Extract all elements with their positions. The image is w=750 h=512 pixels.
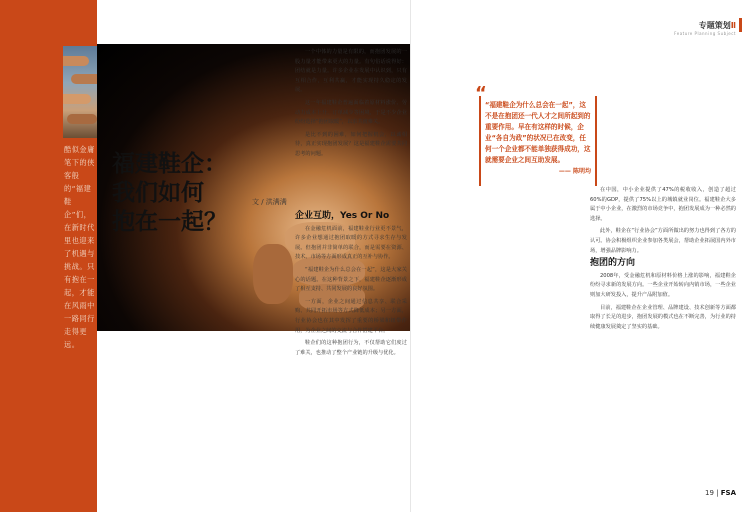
text-column-2 bbox=[295, 212, 407, 361]
paragraph: 鞋企们的这种抱团行为，不仅帮助它们度过了难关，也推动了整个产业链的升级与优化。 bbox=[295, 340, 407, 356]
section-accent: Ⅱ bbox=[730, 21, 736, 30]
paragraph: 此外，鞋企在“行业协会”方面所做出的努力也得到了各方的认可。协会积极组织企业参加各类展会，帮助企业拓展国内外市场，增强品牌影响力。 bbox=[590, 228, 736, 254]
paragraph: 是比不到的困难，如何把握机会，以诚相待，真正实现抱团发展？这是福建鞋企需要共同思考的问题。 bbox=[295, 131, 407, 157]
section-heading: 企业互助，Yes Or No bbox=[295, 211, 390, 221]
arm-shape bbox=[63, 94, 91, 104]
section-header bbox=[699, 20, 736, 31]
paragraph: 这一年福建鞋企普遍面临着原材料涨价、劳动力成本上升、订单减少等困境，于是不少企业纷纷选择“抱团取暖”，以求共渡难关。 bbox=[295, 99, 407, 126]
text-column-1 bbox=[295, 48, 407, 163]
pull-quote bbox=[475, 83, 597, 186]
hands-photo bbox=[63, 46, 97, 138]
article-headline bbox=[112, 150, 272, 237]
paragraph: 一个中体的力量是有限的，而抱团发展的一股力量才能带来更大的力量。有句俗话说得好：团结就是力量。许多企业在发展中认识到，只有互相合作，互利共赢，才能实现持久稳定的发展。 bbox=[295, 49, 407, 94]
section-heading: 抱团的方向 bbox=[590, 258, 636, 269]
thumb-shape bbox=[253, 244, 293, 304]
magazine-brand: FSA bbox=[720, 489, 736, 497]
page-number: 19 bbox=[705, 489, 714, 497]
paragraph: 一方面，企业之间通过信息共享、联合采购、共同开拓市场等方式降低成本；另一方面，行业协会也在其中发挥了重要的桥梁和纽带作用，为企业之间的交流与合作搭建平台。 bbox=[295, 298, 407, 334]
arm-shape bbox=[71, 74, 97, 84]
sidebar-intro-text: 酷似金庸笔下的侠客般的“福建鞋企”们，在新时代里也迎来了机遇与挑战。只有抱在一起，才能在风雨中一路同行走得更远。 bbox=[64, 145, 95, 349]
arm-shape bbox=[67, 114, 97, 124]
page-folio: 19 | FSA bbox=[705, 489, 736, 497]
section-subtitle: Feature Planning Subject bbox=[674, 31, 736, 36]
headline-line: 福建鞋企： bbox=[112, 151, 227, 177]
quote-mark-icon: “ bbox=[475, 83, 487, 104]
pull-quote-text: “福建鞋企为什么总会在一起”，这不是在抱团还一代人才之间所起到的重要作用。早在有这样的时候，企业“各自为政”的状况已在改变，任何一个企业都不能单独获得成功，这就需要企业之间互助发展。 bbox=[485, 101, 591, 164]
paragraph: 2008年，受金融危机和原材料价格上涨的影响，福建鞋企纷纷寻求新的发展方向。一些企业开始转向内销市场，一些企业则加大研发投入，提升产品附加值。 bbox=[590, 272, 736, 298]
paragraph: 目前，福建鞋企在企业管理、品牌建设、技术创新等方面都取得了长足的进步，抱团发展的模式也在不断完善，为行业的持续健康发展奠定了坚实的基础。 bbox=[590, 304, 736, 330]
page-spine bbox=[410, 0, 411, 512]
paragraph: 在金融危机面前，福建鞋业行业更不景气，许多企业想通过抱团取暖的方式寻求生存与发展。但抱团并非简单的联合，而是需要在资源、技术、市场等方面形成真正的互补与协作。 bbox=[295, 225, 407, 261]
paragraph: 在中国，中小企业提供了47%的税收收入，创造了超过60%的GDP，提供了75%以上的城镇就业岗位。福建鞋企大多属于中小企业，在激烈的市场竞争中，抱团发展成为一种必然的选择。 bbox=[590, 187, 736, 222]
section-title: 专题策划 bbox=[698, 21, 731, 30]
pull-quote-author: —— 陈明均 bbox=[558, 168, 591, 175]
headline-line: 我们如何 bbox=[112, 180, 204, 206]
arm-shape bbox=[63, 56, 89, 66]
text-column-3 bbox=[590, 186, 736, 335]
headline-line: 抱在一起？ bbox=[112, 209, 227, 235]
header-accent-bar bbox=[739, 18, 742, 32]
byline: 文 / 洪满满 bbox=[252, 198, 287, 206]
paragraph: “福建鞋企为什么总会在一起”，这是大家关心的话题。在这种背景之下，福建鞋企逐渐形成了相互支持、共同发展的良好氛围。 bbox=[295, 266, 407, 293]
